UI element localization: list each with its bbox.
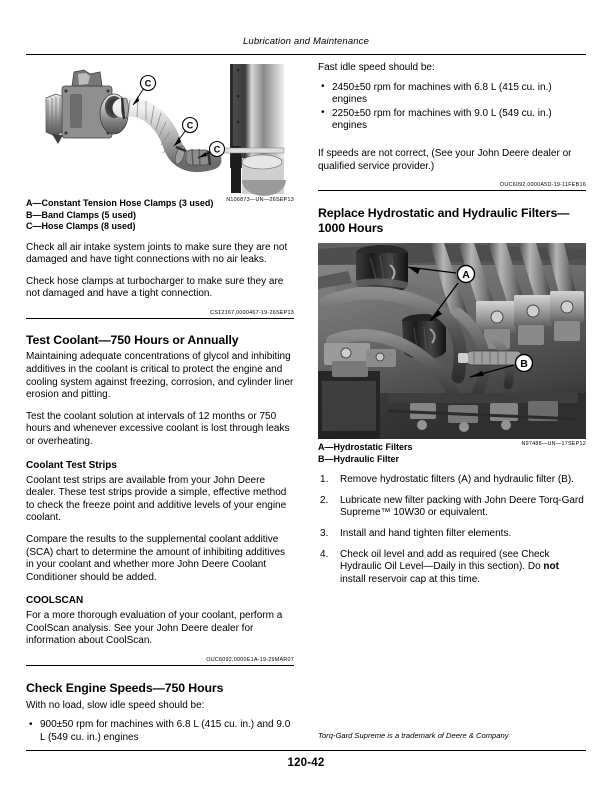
reference-code-test-coolant: OUC6092,0000E1A-19-29MAR07 — [206, 657, 294, 664]
reference-block-test-coolant — [26, 657, 294, 666]
list-item: • 2250±50 rpm for machines with 9.0 L (549 cu. in.) engines — [318, 108, 586, 133]
legend-item-b: B—Band Clamps (5 used) — [26, 209, 137, 220]
left-column — [26, 62, 294, 753]
list-item: • 2450±50 rpm for machines with 6.8 L (415 cu. in.) engines — [318, 82, 586, 107]
svg-text:A: A — [462, 269, 470, 282]
reference-block-air-intake — [26, 310, 294, 319]
paragraph-hose-clamps-check: Check hose clamps at turbocharger to make sure they are not damaged and have a tight connection. — [26, 275, 284, 300]
paragraph-air-intake-check: Check all air intake system joints to make sure they are not damaged and have tight connections with no air leaks. — [26, 241, 288, 266]
svg-text:B: B — [520, 358, 528, 371]
figure-air-intake-code: N106873—UN—26SEP13 — [226, 196, 294, 203]
air-intake-hose — [122, 98, 213, 166]
svg-text:C: C — [213, 144, 221, 155]
heading-coolant-test-strips: Coolant Test Strips — [26, 459, 117, 471]
list-item: • 900±50 rpm for machines with 6.8 L (415 cu. in.) and 9.0 L (549 cu. in.) engines — [26, 719, 294, 744]
legend-item-b: B—Hydraulic Filter — [318, 453, 400, 464]
paragraph-coolant-1: Maintaining adequate concentrations of glycol and inhibiting additives in the coolant is critical to protect the engine and cooling system against freezing, corrosion, and cylinder liner erosion and pitting. — [26, 351, 294, 401]
paragraph-speeds-incorrect: If speeds are not correct, (See your John Deere dealer or qualified service provider.) — [318, 147, 572, 172]
svg-text:C: C — [186, 120, 194, 131]
footer-divider — [26, 750, 586, 751]
paragraph-test-strips-1: Coolant test strips are available from your John Deere dealer. These test strips provide a simple, effective method to check the freeze point and additive levels of your engine coolant. — [26, 474, 287, 524]
figure-filters-code: N97488—UN—17SEP12 — [521, 440, 586, 447]
step-text: Remove hydrostatic filters (A) and hydraulic filter (B). — [340, 474, 574, 486]
step-text: Check oil level and add as required (see Check Hydraulic Oil Level—Daily in this section). Do — [340, 548, 550, 573]
list-item — [318, 474, 586, 487]
paragraph-slow-idle-intro: With no load, slow idle speed should be: — [26, 699, 205, 711]
hydraulic-filter — [458, 351, 522, 365]
list-item — [318, 528, 586, 541]
list-filter-replacement-steps — [318, 474, 586, 586]
list-fast-idle-speeds — [318, 82, 586, 133]
step-text: Install and hand tighten filter elements. — [340, 527, 512, 539]
heading-test-coolant: Test Coolant—750 Hours or Annually — [26, 332, 239, 347]
trademark-note: Torq-Gard Supreme is a trademark of Deere & Company — [318, 731, 509, 740]
list-slow-idle-speeds — [26, 719, 294, 744]
legend-item-a: A—Hydrostatic Filters — [318, 442, 413, 453]
callout-c-2 — [174, 118, 198, 147]
paragraph-coolant-2: Test the coolant solution at intervals of 12 months or 750 hours and whenever excessive coolant is lost through leaks or overheating. — [26, 410, 290, 447]
heading-replace-filters: Replace Hydrostatic and Hydraulic Filters—1000 Hours — [318, 206, 570, 235]
paragraph-test-strips-2: Compare the results to the supplemental coolant additive (SCA) chart to determine the amount of inhibiting additives in your coolant and whether more John Deere Coolant Conditioner should be added. — [26, 533, 286, 583]
step-text-tail: install reservoir cap at this time. — [340, 573, 481, 585]
running-header: Lubrication and Maintenance — [242, 36, 370, 47]
right-column — [318, 62, 586, 594]
legend-air-intake — [26, 198, 294, 233]
svg-text:C: C — [144, 78, 152, 89]
reference-code-air-intake: CS12167,0000467-19-26SEP13 — [210, 309, 294, 316]
header-divider — [26, 54, 586, 55]
list-item — [318, 549, 586, 587]
legend-item-a: A—Constant Tension Hose Clamps (3 used) — [26, 198, 214, 208]
figure-hydrostatic-hydraulic-filters — [318, 243, 586, 447]
reference-code-engine-speeds: OUC6092,0000A5D-19-11FEB16 — [499, 182, 586, 189]
step-emphasis: not — [543, 561, 559, 573]
page-number: 120-42 — [287, 757, 325, 769]
paragraph-fast-idle-intro: Fast idle speed should be: — [318, 62, 435, 73]
list-item — [318, 495, 586, 520]
heading-coolscan: COOLSCAN — [26, 595, 84, 607]
heading-check-engine-speeds: Check Engine Speeds—750 Hours — [26, 681, 224, 696]
reference-block-engine-speeds — [318, 182, 586, 191]
legend-item-c: C—Hose Clamps (8 used) — [26, 221, 136, 231]
step-text: Lubricate new filter packing with John Deere Torq-Gard Supreme™ 10W30 or equivalent. — [340, 494, 584, 519]
paragraph-coolscan-1: For a more thorough evaluation of your coolant, perform a CoolScan analysis. See your John Deere dealer for information about CoolScan. — [26, 610, 283, 647]
machine-panel — [222, 64, 286, 196]
